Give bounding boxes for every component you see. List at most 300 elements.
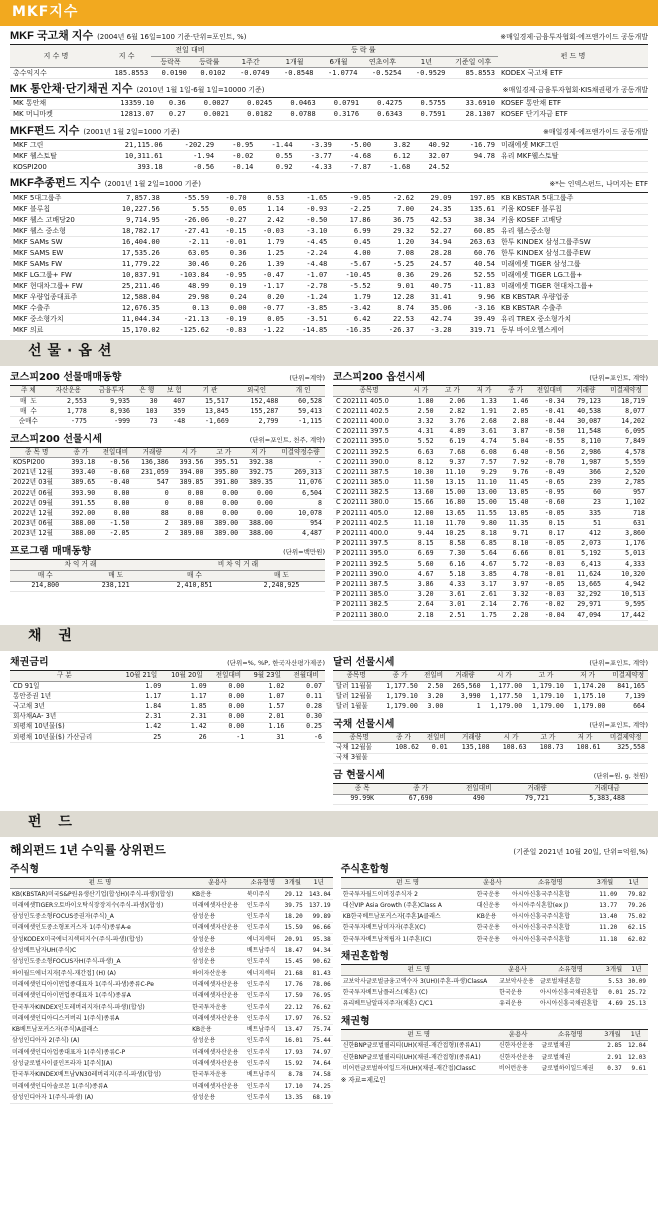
table-cell: 삼성운용 xyxy=(190,956,245,967)
table-cell: KB KBSTAR 우량업종 xyxy=(498,292,648,303)
table-row xyxy=(333,753,648,763)
table-cell: 0.17 xyxy=(531,529,567,539)
col-header: 3개월 xyxy=(601,1030,623,1040)
table-cell: 한국투자월드이머징주식자 2 xyxy=(341,888,475,899)
table-cell: -10.45 xyxy=(330,270,373,281)
table-cell: 108.73 xyxy=(530,743,567,753)
table-cell: 7.00 xyxy=(374,204,417,215)
table-cell: -0.60 xyxy=(98,468,132,478)
col-header: 매 도 xyxy=(80,570,150,581)
table-row xyxy=(10,259,648,270)
table-cell: KB KBSTAR 5대그룹주 xyxy=(498,193,648,204)
table-cell: 9.71 xyxy=(500,529,532,539)
table-cell: 미래에셋자산운용 xyxy=(190,979,245,990)
table-cell: 3.20 xyxy=(405,590,437,600)
table-cell: 아시아신흥국주식혼합 xyxy=(510,934,591,945)
table-cell: 59,413 xyxy=(281,407,325,417)
table-cell: 8 xyxy=(276,499,325,509)
table-cell: -0.56 xyxy=(98,458,132,468)
kospi-futures-price-title: 코스피200 선물시세 (단위=포인트, 천주, 계약) xyxy=(10,434,325,448)
table-cell: 인도주식 xyxy=(245,1092,281,1103)
table-cell: 67,690 xyxy=(391,794,449,804)
table-cell: 18.47 xyxy=(281,945,305,956)
table-cell: 미래에셋 MKF그린 xyxy=(498,140,648,151)
fund-columns xyxy=(10,858,648,1103)
table-cell: 143.04 xyxy=(305,888,333,899)
table-row xyxy=(333,681,648,691)
col-header: 전일대비 xyxy=(531,386,567,396)
table-cell: -7.87 xyxy=(335,162,374,173)
table-cell: 0.3176 xyxy=(319,109,362,120)
table-cell: 0.0027 xyxy=(189,98,232,109)
table-cell: 0.07 xyxy=(287,681,325,691)
table-cell: -2.24 xyxy=(287,248,330,259)
table-cell: 48.99 xyxy=(163,281,212,292)
col-header: 기준일 이후 xyxy=(448,56,498,67)
table-cell: 2 xyxy=(132,519,171,529)
table-cell: 31 xyxy=(247,732,287,742)
table-cell: 0.00 xyxy=(206,509,241,519)
table-cell: 아시아신흥국주식혼합 xyxy=(510,911,591,922)
table-cell: 62.15 xyxy=(619,922,648,933)
table-cell: 2.76 xyxy=(500,600,532,610)
table-cell: 152,488 xyxy=(232,396,281,406)
table-cell: 1.20 xyxy=(374,237,417,248)
table-cell: 412 xyxy=(568,529,604,539)
table-cell: 삼성운용 xyxy=(190,945,245,956)
table-cell: KB(KBSTAR)미국S&P원유생산기업(합성H)(주식-파생)(합성) xyxy=(10,888,190,899)
table-cell: 에너지섹터 xyxy=(245,934,281,945)
table-cell: 0.00 xyxy=(210,722,248,732)
table-cell: 교보악사글로벌금융고액수자 3(UH)(주혼-파생)ClassA xyxy=(341,976,497,987)
table-cell: -5.25 xyxy=(374,259,417,270)
mk-msb-index-section xyxy=(10,83,648,121)
table-cell: 4.31 xyxy=(405,427,437,437)
table-cell: 삼성운용 xyxy=(190,911,245,922)
col-header: 저 가 xyxy=(241,448,276,458)
table-cell: -0.44 xyxy=(531,417,567,427)
table-cell: 아시아신흥국채권혼합 xyxy=(538,987,603,998)
table-cell: 한투 KINDEX 삼성그룹주EW xyxy=(498,248,648,259)
table-cell: 미래에셋인디아디스커버리 1(주식)종류A xyxy=(10,1013,190,1024)
table-row xyxy=(341,1063,648,1074)
table-cell: 유리운용 xyxy=(497,998,538,1009)
section-source: ※매일경제·금융투자협회·에프앤가이드 공동개발 xyxy=(500,33,648,41)
table-cell: 841,165 xyxy=(608,681,648,691)
table-cell: 2022년 09월 xyxy=(10,499,64,509)
table-cell: -1.17 xyxy=(250,281,288,292)
table-cell: 8.18 xyxy=(468,529,500,539)
table-row xyxy=(10,204,648,215)
table-cell: 하이월드에너지자[주식-재간접] (H) (A) xyxy=(10,968,190,979)
table-cell: 인도주식 xyxy=(245,1001,281,1012)
table-cell: P 202111 400.0 xyxy=(333,529,405,539)
table-cell: 12.28 xyxy=(374,292,417,303)
table-cell: 유리 웰스중소형 xyxy=(498,226,648,237)
table-cell: 1.75 xyxy=(468,610,500,620)
table-cell: MKF 웰스 고배당20 xyxy=(10,215,102,226)
table-cell: 1,778 xyxy=(47,407,90,417)
table-cell: 12.00 xyxy=(405,509,437,519)
table-cell: 39.75 xyxy=(281,900,305,911)
table-cell: 11.10 xyxy=(468,478,500,488)
table-cell: 10,227.56 xyxy=(102,204,163,215)
table-cell: 9.44 xyxy=(405,529,437,539)
table-cell: 0.27 xyxy=(157,109,189,120)
section-subtitle: (2004년 6월 16일=100 기준·단위=포인트, %) xyxy=(97,33,247,41)
table-row xyxy=(10,900,333,911)
table-cell: 삼성글로벌사이클인프라자 1[주식](A) xyxy=(10,1058,190,1069)
table-cell: 매 수 xyxy=(10,407,47,417)
table-cell: MKF 현대차그룹+ FW xyxy=(10,281,102,292)
col-header: 3개월 xyxy=(281,878,305,888)
table-cell: 3,990 xyxy=(446,692,483,702)
table-cell: 에너지섹터 xyxy=(245,968,281,979)
table-cell: 11.70 xyxy=(437,519,469,529)
table-cell: 삼성운용 xyxy=(190,1092,245,1103)
table-cell xyxy=(604,753,649,763)
col-header: 저 가 xyxy=(468,386,500,396)
table-row xyxy=(333,529,648,539)
table-cell: 42.53 xyxy=(417,215,455,226)
table-cell: 3.85 xyxy=(468,570,500,580)
table-cell: 미래에셋TIGER오토바이오탁식장장지수(주식-파생)(합성) xyxy=(10,900,190,911)
table-cell: 0.26 xyxy=(212,259,250,270)
mkf-banner: MKF지수 xyxy=(0,0,658,26)
table-cell: 79.82 xyxy=(619,888,648,899)
table-cell: 33.6910 xyxy=(449,98,498,109)
bond-rate-title: 채권금리 (단위=%, %P, 한국자산평가제공) xyxy=(10,657,325,671)
table-cell: 2.28 xyxy=(500,610,532,620)
table-cell: 베트남주식 xyxy=(245,1024,281,1035)
table-cell: 11.09 xyxy=(591,888,620,899)
table-row xyxy=(333,549,648,559)
table-cell: -0.49 xyxy=(531,468,567,478)
bond-band: 채 권 xyxy=(0,625,658,651)
section-source: ※*는 인덱스펀드, 나머지는 ETF xyxy=(549,180,648,189)
table-cell: 글로벌채권 xyxy=(539,1040,601,1051)
table-cell: 6.42 xyxy=(330,314,373,325)
fund-left-column xyxy=(10,858,333,1103)
bond-rate-table xyxy=(10,671,325,743)
mkf-tracking-table xyxy=(10,193,648,337)
table-cell: MKF 블루칩 xyxy=(10,204,102,215)
ktb-futures-title: 국채 선물시세 (단위=포인트, 계약) xyxy=(333,719,648,733)
col-header: 시 가 xyxy=(484,671,526,681)
table-cell: 1.85 xyxy=(164,702,209,712)
table-cell: 0.00 xyxy=(206,488,241,498)
table-cell: C 202111 382.5 xyxy=(333,488,405,498)
table-cell: 4,578 xyxy=(604,447,648,457)
table-cell: -0.01 xyxy=(531,570,567,580)
table-cell: 60.76 xyxy=(455,248,498,259)
table-cell: 2,986 xyxy=(568,447,604,457)
equity-mixed-table xyxy=(341,878,648,945)
table-cell: 1.79 xyxy=(250,237,288,248)
table-cell: 2.18 xyxy=(405,610,437,620)
table-cell: 388.00 xyxy=(241,519,276,529)
table-cell: 10.30 xyxy=(405,468,437,478)
table-cell: -999 xyxy=(90,417,133,427)
table-cell: 16,404.00 xyxy=(102,237,163,248)
table-cell: 삼성인도중소형FOCUS자H(주식-파생)_A xyxy=(10,956,190,967)
table-cell: 11,624 xyxy=(568,570,604,580)
table-cell: 글로벌채권혼합 xyxy=(538,976,603,987)
table-cell: 88 xyxy=(132,509,171,519)
table-cell: -2.62 xyxy=(374,193,417,204)
col-header: 시 가 xyxy=(405,386,437,396)
table-cell: 335 xyxy=(568,509,604,519)
table-cell: 11,779.22 xyxy=(102,259,163,270)
table-cell: 547 xyxy=(132,478,171,488)
col-header: 미결제약정 xyxy=(608,671,648,681)
col-header: 외국인 xyxy=(232,386,281,396)
table-cell: 미래에셋자산운용 xyxy=(190,1047,245,1058)
table-cell xyxy=(451,753,493,763)
table-cell: 24.52 xyxy=(413,162,452,173)
table-cell: 6.85 xyxy=(468,539,500,549)
table-cell: 3.76 xyxy=(437,417,469,427)
table-row xyxy=(10,681,325,691)
table-cell: 미래에셋자산운용 xyxy=(190,1081,245,1092)
table-cell: 389.85 xyxy=(172,478,207,488)
col-header: 전일대비 xyxy=(450,784,508,794)
table-row xyxy=(333,407,648,417)
table-cell: 아시아주식혼합(ex J) xyxy=(510,900,591,911)
table-cell: 0.45 xyxy=(330,237,373,248)
table-cell: 1,176 xyxy=(604,539,648,549)
table-cell: 키움 KOSEF 고배당 xyxy=(498,215,648,226)
table-cell: 0.05 xyxy=(212,204,250,215)
table-cell: 삼성인디아자 2(주식) (A) xyxy=(10,1035,190,1046)
col-header: 3개월 xyxy=(603,965,625,975)
table-cell: 6.12 xyxy=(374,151,413,162)
table-cell: 글로벌하이일드채권 xyxy=(539,1063,601,1074)
table-cell: 9.29 xyxy=(468,468,500,478)
col-header: 종목명 xyxy=(333,671,379,681)
table-cell: 24.35 xyxy=(417,204,455,215)
table-cell: 319.71 xyxy=(455,325,498,336)
table-cell: 0.20 xyxy=(250,292,288,303)
table-cell: 15.00 xyxy=(468,498,500,508)
table-cell: -0.65 xyxy=(531,478,567,488)
table-cell: -0.05 xyxy=(531,539,567,549)
table-cell: 0.0791 xyxy=(319,98,362,109)
table-cell: -0.02 xyxy=(531,600,567,610)
table-cell: 교보악사운용 xyxy=(497,976,538,987)
col-header: 저 가 xyxy=(567,671,609,681)
table-cell: MKF 그린 xyxy=(10,140,102,151)
table-cell: 30.09 xyxy=(625,976,648,987)
table-cell: -0.8548 xyxy=(273,67,317,78)
table-cell: 5.55 xyxy=(163,204,212,215)
col-header: 시 가 xyxy=(172,448,207,458)
table-cell: 0.0788 xyxy=(275,109,318,120)
mkf-bond-index-section xyxy=(10,30,648,79)
table-cell: 94.78 xyxy=(453,151,498,162)
table-cell: -0.95 xyxy=(212,270,250,281)
table-cell: 한국운용 xyxy=(475,888,510,899)
table-cell: C 202111 395.0 xyxy=(333,437,405,447)
table-cell xyxy=(422,753,451,763)
table-row xyxy=(10,1092,333,1103)
table-row xyxy=(10,325,648,336)
table-cell: 0.25 xyxy=(287,722,325,732)
table-cell: 17.59 xyxy=(281,990,305,1001)
table-row xyxy=(333,539,648,549)
table-cell: MKF 웰스토탈 xyxy=(10,151,102,162)
table-cell: 1,987 xyxy=(568,458,604,468)
col-header: 금융투자 xyxy=(90,386,133,396)
table-cell: 388.00 xyxy=(64,519,99,529)
table-cell: KOSEF 통안채 ETF xyxy=(498,98,648,109)
table-cell: 13.05 xyxy=(500,488,532,498)
table-cell: 0.00 xyxy=(212,303,250,314)
mkf-fund-table xyxy=(10,140,648,174)
table-cell: 11.20 xyxy=(591,922,620,933)
table-cell: 32,292 xyxy=(568,590,604,600)
table-cell: 391.55 xyxy=(64,499,99,509)
table-row xyxy=(341,922,648,933)
table-row xyxy=(341,998,648,1009)
table-cell: 미래에셋인디아이먼업종대표자 1(주식-파생)종류C-Pe xyxy=(10,979,190,990)
table-cell: 60.85 xyxy=(455,226,498,237)
table-cell: -3.39 xyxy=(296,140,335,151)
table-row xyxy=(333,559,648,569)
col-header: 지 수 명 xyxy=(10,45,102,67)
col-header: 고 가 xyxy=(530,733,567,743)
table-cell: -1.50 xyxy=(98,519,132,529)
table-cell: P 202111 395.0 xyxy=(333,549,405,559)
table-row xyxy=(10,968,333,979)
table-cell: -775 xyxy=(47,417,90,427)
section-title: MKF펀드 지수 xyxy=(10,124,80,137)
equity-fund-title: 주식형 xyxy=(10,864,333,878)
table-cell: 389.00 xyxy=(206,529,241,539)
table-cell: 0.37 xyxy=(601,1063,623,1074)
table-cell: 13.35 xyxy=(281,1092,305,1103)
table-cell: 18,782.17 xyxy=(102,226,163,237)
table-cell: 8.58 xyxy=(437,539,469,549)
table-cell: MKF 수출주 xyxy=(10,303,102,314)
table-cell: 한국투자베트남적립자 1(주혼)(C) xyxy=(341,934,475,945)
table-cell: 17.10 xyxy=(281,1081,305,1092)
table-cell: 9.01 xyxy=(374,281,417,292)
fund-right-column xyxy=(341,858,648,1103)
table-cell: 한국운용 xyxy=(497,987,538,998)
table-cell: 0.00 xyxy=(98,499,132,509)
table-row xyxy=(10,478,325,488)
table-cell: 미래에셋 TIGER LG그룹+ xyxy=(498,270,648,281)
table-cell: 삼성운용 xyxy=(190,1035,245,1046)
table-cell: 삼성운용 xyxy=(190,934,245,945)
table-cell: 비어런글로벌하이일드자(UH)(채권-재간접)ClassC xyxy=(341,1063,497,1074)
table-cell: 2,785 xyxy=(604,478,648,488)
table-cell: 0.00 xyxy=(210,702,248,712)
dollar-futures-table xyxy=(333,671,648,712)
table-cell: -0.01 xyxy=(212,237,250,248)
table-cell: 한투 KINDEX 삼성그룹주SW xyxy=(498,237,648,248)
table-cell: 42.74 xyxy=(417,314,455,325)
table-cell: 신한BNP글로벌퀄리티(UH)(채권-재간접형)(종류A1) xyxy=(341,1052,497,1063)
table-cell: 순매수 xyxy=(10,417,47,427)
table-cell: 21.68 xyxy=(281,968,305,979)
table-cell: 75.44 xyxy=(305,1035,333,1046)
table-cell: 0.53 xyxy=(250,193,288,204)
table-cell: 0.36 xyxy=(374,270,417,281)
table-cell: -5.00 xyxy=(335,140,374,151)
table-row xyxy=(10,248,648,259)
table-cell: 9.37 xyxy=(437,458,469,468)
table-cell: -1.65 xyxy=(287,193,330,204)
table-cell: 6.16 xyxy=(437,559,469,569)
table-cell: 유리 TREX 중소형가치 xyxy=(498,314,648,325)
table-cell: -0.41 xyxy=(531,407,567,417)
table-cell: -3.28 xyxy=(417,325,455,336)
table-cell: -55.59 xyxy=(163,193,212,204)
table-cell: 미래에셋자산운용 xyxy=(190,1013,245,1024)
table-row xyxy=(10,281,648,292)
table-cell: 2,073 xyxy=(568,539,604,549)
table-cell: 29.98 xyxy=(163,292,212,303)
table-cell: -2.11 xyxy=(163,237,212,248)
col-header: 소유형명 xyxy=(510,878,591,888)
table-cell: -21.13 xyxy=(163,314,212,325)
table-cell: 10,320 xyxy=(604,570,648,580)
table-cell: 인도주식 xyxy=(245,956,281,967)
table-cell: 달러 1월물 xyxy=(333,702,379,712)
table-cell: 삼성베트남자UH(주식)C xyxy=(10,945,190,956)
table-cell: P 202111 382.5 xyxy=(333,600,405,610)
table-cell: -48 xyxy=(161,417,189,427)
table-cell: -5.67 xyxy=(330,259,373,270)
table-cell: KOSEF 단기자금 ETF xyxy=(498,109,648,120)
table-cell: 135.61 xyxy=(455,204,498,215)
table-cell: -1.0774 xyxy=(317,67,361,78)
table-cell: P 202111 402.5 xyxy=(333,519,405,529)
table-row xyxy=(10,732,325,742)
table-cell: 외평채 10년물($) 가산금리 xyxy=(10,732,119,742)
col-header: 연초이후 xyxy=(360,56,404,67)
table-row xyxy=(333,692,648,702)
table-cell: 393.90 xyxy=(64,488,99,498)
col-header: 거래량 xyxy=(451,733,493,743)
table-cell: -0.95 xyxy=(217,140,256,151)
table-cell: 52.55 xyxy=(455,270,498,281)
col-header: 매 수 xyxy=(151,570,238,581)
table-cell: 18.20 xyxy=(281,911,305,922)
table-cell: 1.33 xyxy=(468,396,500,406)
table-cell: 13.77 xyxy=(591,900,620,911)
col-header: 펀 드 명 xyxy=(341,965,497,975)
table-cell: 29,971 xyxy=(568,600,604,610)
table-cell: 5,013 xyxy=(604,549,648,559)
table-cell: 36.75 xyxy=(374,215,417,226)
table-cell: 2 xyxy=(132,529,171,539)
table-row xyxy=(10,237,648,248)
table-cell: 4,942 xyxy=(604,580,648,590)
table-cell: -14.85 xyxy=(287,325,330,336)
table-cell: 한국투자베트남미자자(주혼)(C) xyxy=(341,922,475,933)
mkf-fund-index-section xyxy=(10,125,648,174)
table-cell: 68.19 xyxy=(305,1092,333,1103)
table-cell: MKF LG그룹+ FW xyxy=(10,270,102,281)
table-cell: 395.80 xyxy=(206,468,241,478)
table-cell: 14,202 xyxy=(604,417,648,427)
table-cell: 0.00 xyxy=(172,499,207,509)
table-cell: 25.13 xyxy=(625,998,648,1009)
col-header: 미결제약정 xyxy=(604,386,648,396)
